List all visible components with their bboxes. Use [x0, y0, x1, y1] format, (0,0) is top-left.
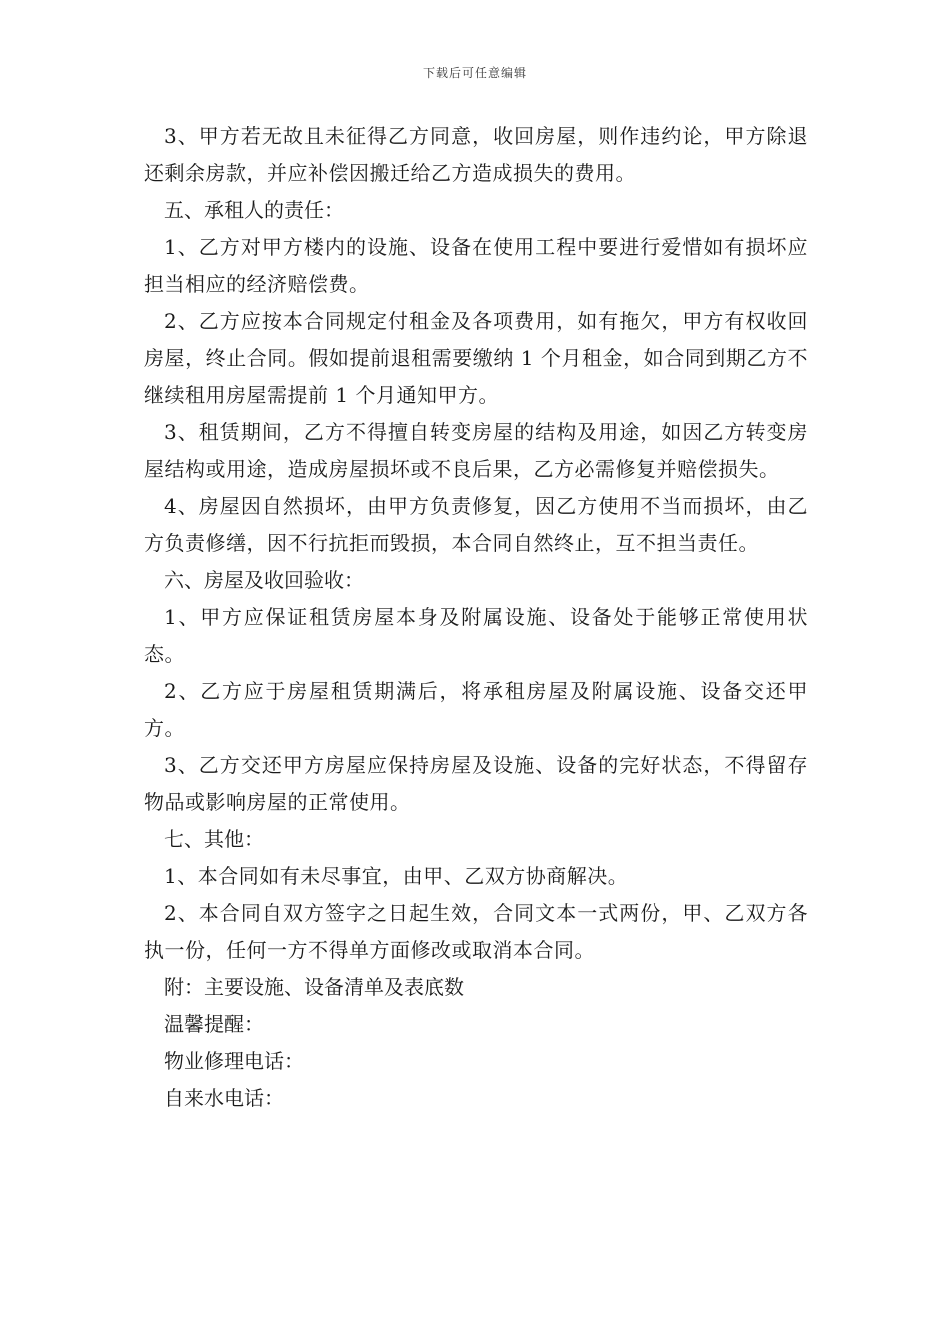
clause-5-3: 3、租赁期间，乙方不得擅自转变房屋的结构及用途，如因乙方转变房屋结构或用途，造成房屋损坏或不良后果，乙方必需修复并赔偿损失。	[144, 420, 808, 481]
section-5-heading: 五、承租人的责任：	[164, 198, 344, 222]
clause-5-1: 1、乙方对甲方楼内的设施、设备在使用工程中要进行爱惜如有损坏应担当相应的经济赔偿费。	[144, 235, 808, 296]
appendix-line: 附：主要设施、设备清单及表底数	[164, 975, 464, 999]
property-repair-phone-line: 物业修理电话：	[164, 1049, 304, 1073]
reminder-line: 温馨提醒：	[164, 1012, 264, 1036]
water-phone-line: 自来水电话：	[164, 1086, 284, 1110]
clause-7-2: 2、本合同自双方签字之日起生效，合同文本一式两份，甲、乙双方各执一份，任何一方不得单方面修改或取消本合同。	[144, 901, 808, 962]
section-6-heading: 六、房屋及收回验收：	[164, 568, 364, 592]
clause-4-3: 3、甲方若无故且未征得乙方同意，收回房屋，则作违约论，甲方除退还剩余房款，并应补偿因搬迁给乙方造成损失的费用。	[144, 124, 808, 185]
section-7-heading: 七、其他：	[164, 827, 264, 851]
contract-body	[144, 118, 808, 1117]
clause-6-1: 1、甲方应保证租赁房屋本身及附属设施、设备处于能够正常使用状态。	[144, 605, 808, 666]
header-note: 下载后可任意编辑	[422, 66, 527, 80]
clause-5-4: 4、房屋因自然损坏，由甲方负责修复，因乙方使用不当而损坏，由乙方负责修缮，因不行抗拒而毁损，本合同自然终止，互不担当责任。	[144, 494, 808, 555]
clause-7-1: 1、本合同如有未尽事宜，由甲、乙双方协商解决。	[164, 864, 629, 888]
clause-6-3: 3、乙方交还甲方房屋应保持房屋及设施、设备的完好状态，不得留存物品或影响房屋的正常使用。	[144, 753, 808, 814]
clause-6-2: 2、乙方应于房屋租赁期满后，将承租房屋及附属设施、设备交还甲方。	[144, 679, 808, 740]
clause-5-2: 2、乙方应按本合同规定付租金及各项费用，如有拖欠，甲方有权收回房屋，终止合同。假如提前退租需要缴纳 1 个月租金，如合同到期乙方不继续租用房屋需提前 1 个月通知甲方。	[144, 309, 808, 407]
